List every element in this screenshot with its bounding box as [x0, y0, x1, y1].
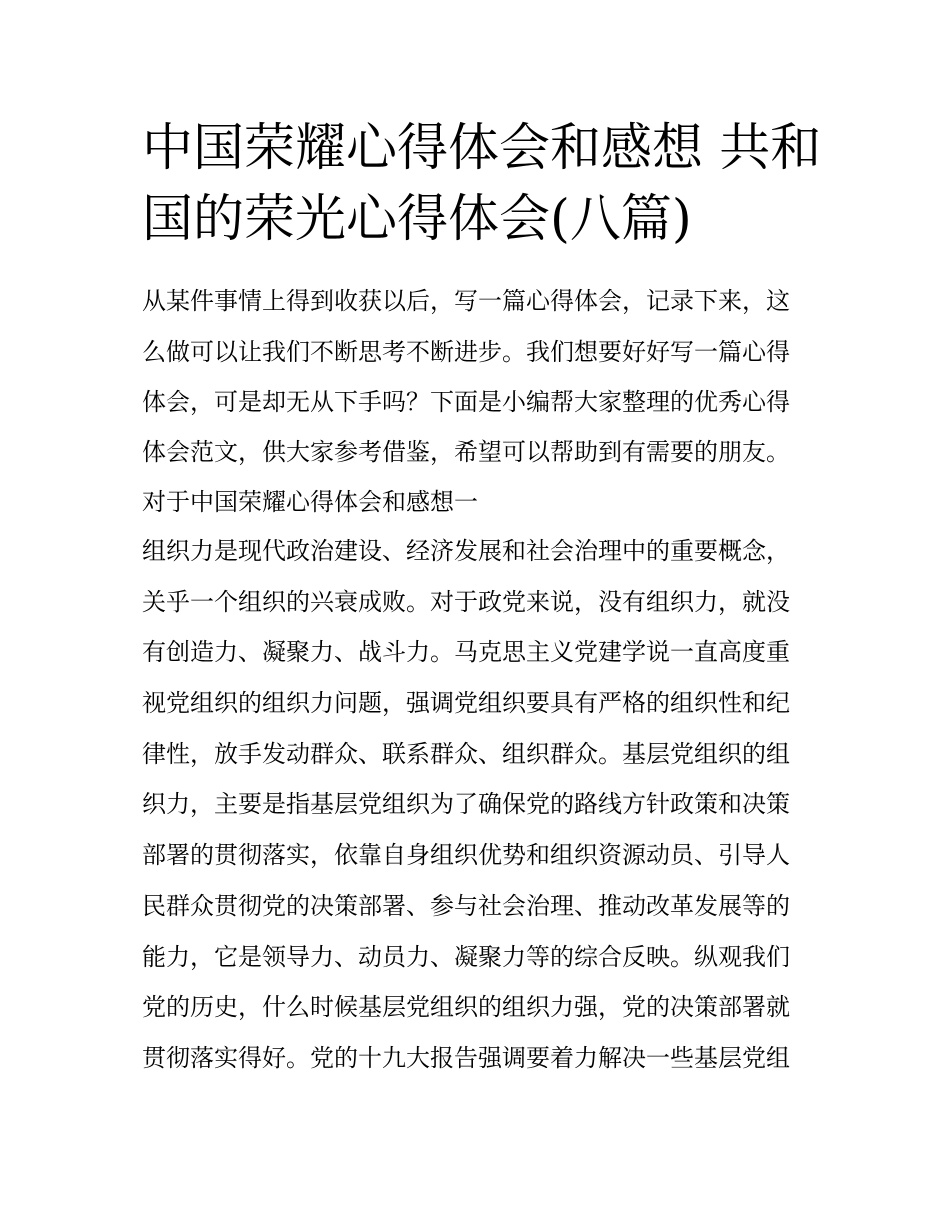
intro-line: 从某件事情上得到收获以后，写一篇心得体会，记录下来，这	[142, 287, 790, 315]
body-line: 视党组织的组织力问题，强调党组织要具有严格的组织性和纪	[142, 689, 790, 717]
section-heading: 对于中国荣耀心得体会和感想一	[142, 488, 478, 516]
intro-line: 么做可以让我们不断思考不断进步。我们想要好好写一篇心得	[142, 338, 790, 366]
title-line-2: 国的荣光心得体会(八篇)	[142, 190, 692, 249]
body-line: 织力，主要是指基层党组织为了确保党的路线方针政策和决策	[142, 790, 790, 818]
body-line: 关乎一个组织的兴衰成败。对于政党来说，没有组织力，就没	[142, 588, 790, 616]
body-line: 组织力是现代政治建设、经济发展和社会治理中的重要概念，	[142, 537, 790, 565]
intro-line: 体会范文，供大家参考借鉴，希望可以帮助到有需要的朋友。	[142, 438, 790, 466]
body-line: 民群众贯彻党的决策部署、参与社会治理、推动改革发展等的	[142, 892, 790, 920]
body-line: 部署的贯彻落实，依靠自身组织优势和组织资源动员、引导人	[142, 841, 790, 869]
body-line: 律性，放手发动群众、联系群众、组织群众。基层党组织的组	[142, 740, 790, 768]
body-line: 有创造力、凝聚力、战斗力。马克思主义党建学说一直高度重	[142, 638, 790, 666]
intro-line: 体会，可是却无从下手吗？下面是小编帮大家整理的优秀心得	[142, 388, 790, 416]
title-line-1: 中国荣耀心得体会和感想 共和	[142, 119, 822, 178]
body-line: 党的历史，什么时候基层党组织的组织力强，党的决策部署就	[142, 993, 790, 1021]
document-title	[142, 113, 822, 255]
body-line: 贯彻落实得好。党的十九大报告强调要着力解决一些基层党组	[142, 1044, 790, 1072]
body-line: 能力，它是领导力、动员力、凝聚力等的综合反映。纵观我们	[142, 943, 790, 971]
